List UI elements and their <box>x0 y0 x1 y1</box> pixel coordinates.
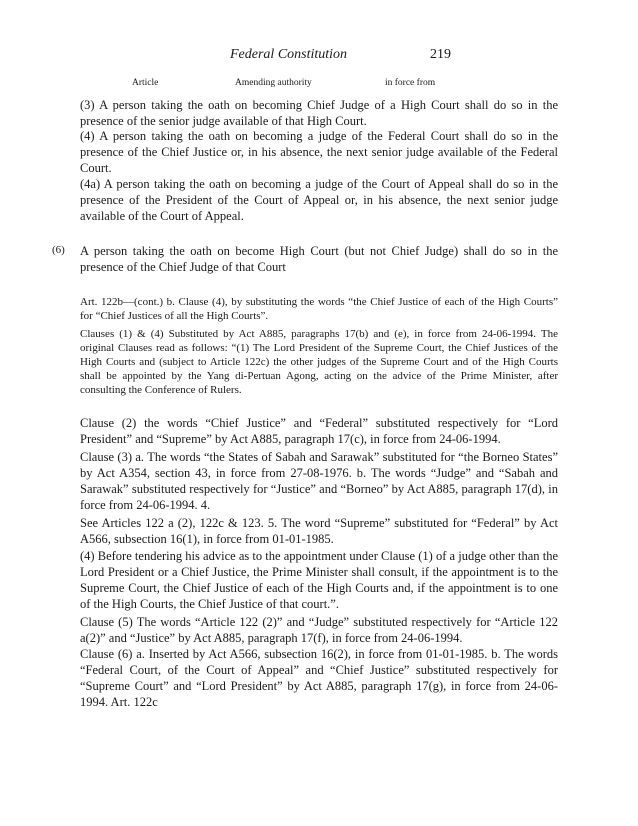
page-number: 219 <box>430 47 451 62</box>
column-heading-article: Article <box>132 78 159 88</box>
note-art-122b-cont: Art. 122b—(cont.) b. Clause (4), by substituting the words “the Chief Justice of each of the High Courts” for “Chief Justices of all the High Courts”. <box>80 296 558 322</box>
note-clause-5: Clause (5) The words “Article 122 (2)” and “Judge” substituted respectively for “Article 122 a(2)” and “Justice” by Act A885, paragraph 17(f), in force from 24-06-1994. <box>80 615 558 645</box>
clause-3-paragraph: (3) A person taking the oath on becoming Chief Judge of a High Court shall do so in the presence of the senior judge available of that High Court. <box>80 98 558 128</box>
note-original-clause-4: (4) Before tendering his advice as to the appointment under Clause (1) of a judge other than the Lord President or a Chief Justice, the Prime Minister shall consult, if the appointment is to the Supreme Court, the Chief Justice of each of the High Courts and, if the appointment is to one of the High Courts, the Chief Justice of that court.”. <box>80 549 558 611</box>
clause-4a-paragraph: (4a) A person taking the oath on becoming a judge of the Court of Appeal shall do so in the presence of the President of the Court of Appeal or, in his absence, the next senior judge available of the Court of Appeal. <box>80 177 558 223</box>
note-see-articles: See Articles 122 a (2), 122c & 123. 5. The word “Supreme” substituted for “Federal” by Act A566, subsection 16(1), in force from 01-01-1985. <box>80 516 558 546</box>
running-title: Federal Constitution <box>230 47 348 62</box>
note-clause-2: Clause (2) the words “Chief Justice” and “Federal” substituted respectively for “Lord President” and “Supreme” by Act A885, paragraph 17(c), in force from 24-06-1994. <box>80 416 558 446</box>
clause-6-paragraph: A person taking the oath on become High Court (but not Chief Judge) shall do so in the presence of the Chief Judge of that Court <box>80 244 558 274</box>
column-heading-amending-authority: Amending authority <box>235 78 312 88</box>
note-clause-3: Clause (3) a. The words “the States of Sabah and Sarawak” substituted for “the Borneo States” by Act A354, section 43, in force from 27-08-1976. b. The words “Judge” and “Sabah and Sarawak” substituted respectively for “Justice” and “Borneo” by Act A885, paragraph 17(d), in force from 24-06-1994. 4. <box>80 450 558 512</box>
clause-4-paragraph: (4) A person taking the oath on becoming a judge of the Federal Court shall do so in the presence of the Chief Justice or, in his absence, the next senior judge available of the Federal Court. <box>80 129 558 175</box>
column-heading-in-force-from: in force from <box>385 78 436 88</box>
clause-marker: (6) <box>52 244 65 256</box>
note-clause-6: Clause (6) a. Inserted by Act A566, subsection 16(2), in force from 01-01-1985. b. The words “Federal Court, of the Court of Appeal” and “Chief Justice” substituted respectively for “Supreme Court” and “Lord President” by Act A885, paragraph 17(g), in force from 24-06-1994. Art. 122c <box>80 647 558 709</box>
note-clauses-1-4: Clauses (1) & (4) Substituted by Act A885, paragraphs 17(b) and (e), in force from 24-06-1994. The original Clauses read as follows: “(1) The Lord President of the Supreme Court, the Chief Justices of the High Courts and (subject to Article 122c) the other judges of the Supreme Court and of the High Courts shall be appointed by the Yang di-Pertuan Agong, acting on the advice of the Prime Minister, after consulting the Conference of Rulers. <box>80 328 558 396</box>
